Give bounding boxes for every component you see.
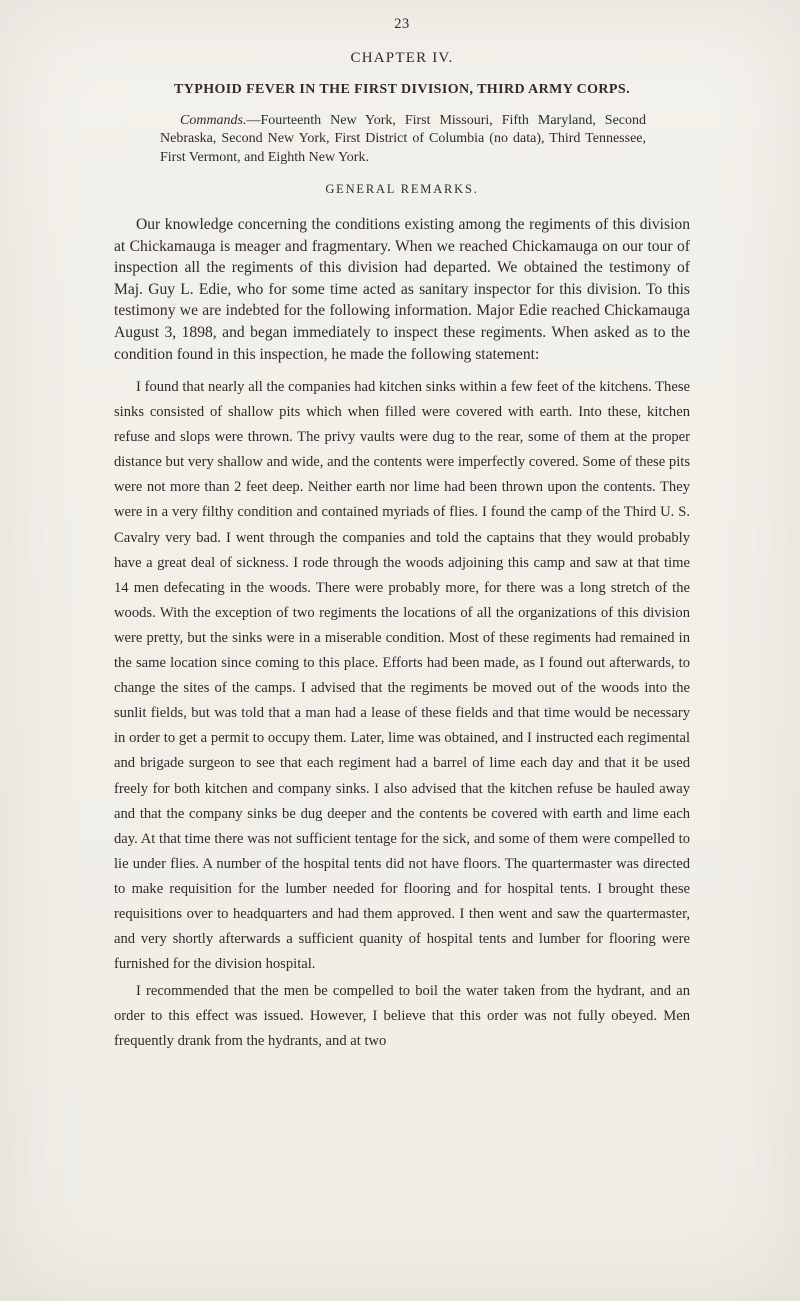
commands-label: Commands. bbox=[180, 113, 247, 128]
statement-paragraph: I recommended that the men be compelled to boil the water taken from the hydrant, and an order to this effect was issued. However, I believe that this order was not fully obeyed. Men frequently drank from the hydrants, and at two bbox=[114, 983, 690, 1050]
intro-paragraph: Our knowledge concerning the conditions existing among the regiments of this division at Chickamauga is meager and fragmentary. When we reached Chickamauga on our tour of inspection all the regiments of this division had departed. We obtained the testimony of Maj. Guy L. Edie, who for some time acted as sanitary inspector for this division. To this testimony we are indebted for the following information. Major Edie reached Chickamauga August 3, 1898, and began immediately to inspect these regiments. When asked as to the condition found in this inspection, he made the following statement: bbox=[114, 216, 690, 363]
chapter-heading: CHAPTER IV. bbox=[350, 50, 454, 66]
statement-paragraph: I found that nearly all the companies had kitchen sinks within a few feet of the kitchens. These sinks consisted of shallow pits which when filled were covered with earth. Into these, kitchen refuse and slops were thrown. The privy vaults were dug to the rear, some of them at the proper distance but very shallow and wide, and the contents were imperfectly covered. Some of these pits were not more than 2 feet deep. Neither earth nor lime had been thrown upon the contents. They were in a very filthy condition and contained myriads of flies. I found the camp of the Third U. S. Cavalry very bad. I went through the companies and told the captains that they would probably have a great deal of sickness. I rode through the woods adjoining this camp and saw at that time 14 men defecating in the woods. There were probably more, for there was a long stretch of the woods. With the exception of two regiments the locations of all the organizations of this division were pretty, but the sinks were in a miserable condition. Most of these regiments had remained in the same location since coming to this place. Efforts had been made, as I found out afterwards, to change the sites of the camps. I advised that the regiments be moved out of the woods into the sunlit fields, but was told that a man had a lease of these fields and that time would be necessary in order to get a permit to occupy them. Later, lime was obtained, and I instructed each regimental and brigade surgeon to see that each regiment had a barrel of lime each day and that it be used freely for both kitchen and company sinks. I also advised that the kitchen refuse be hauled away and that the company sinks be dug deeper and the contents be covered with earth and lime each day. At that time there was not sufficient tentage for the sick, and some of them were compelled to lie under flies. A number of the hospital tents did not have floors. The quartermaster was directed to make requisition for the lumber needed for flooring and for hospital tents. I brought these requisitions over to headquarters and had them approved. I then went and saw the quartermaster, and very shortly afterwards a sufficient quanity of hospital tents and lumber for flooring were furnished for the division hospital. bbox=[114, 379, 690, 973]
statement-block bbox=[114, 375, 690, 1055]
chapter-title: TYPHOID FEVER IN THE FIRST DIVISION, THIRD ARMY CORPS. bbox=[174, 82, 630, 97]
commands-text: —Fourteenth New York, First Missouri, Fifth Maryland, Second Nebraska, Second New York, First District of Columbia (no data), Third Tennessee, First Vermont, and Eighth New York. bbox=[160, 113, 646, 165]
commands-paragraph bbox=[160, 112, 646, 167]
section-heading: GENERAL REMARKS. bbox=[325, 182, 479, 197]
page-number: 23 bbox=[394, 16, 410, 32]
